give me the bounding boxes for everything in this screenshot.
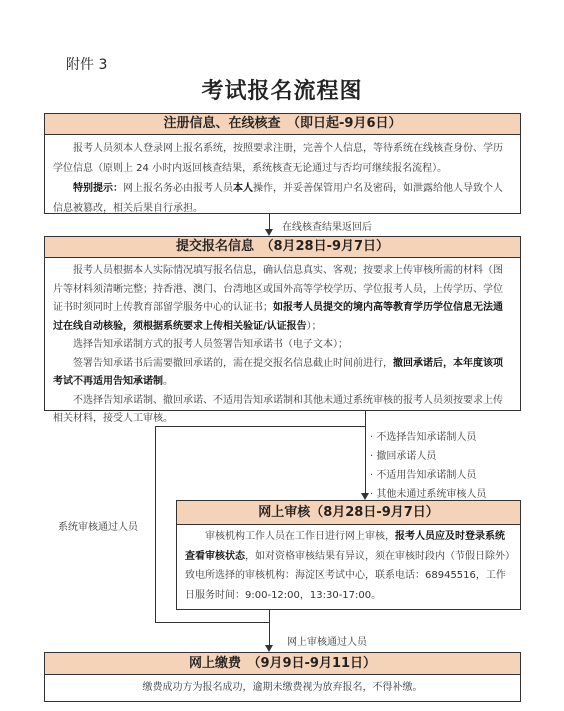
page-title: 考试报名流程图 xyxy=(201,78,363,104)
connector-line-2 xyxy=(269,610,270,648)
step-review-heading: 网上审核（8月28日-9月7日） xyxy=(177,501,520,525)
list-item: · 不选择告知承诺制人员 xyxy=(370,432,477,443)
list-item: · 其他未通过系统审核人员 xyxy=(370,489,487,500)
submit-text-1c: ）； xyxy=(306,320,322,332)
branch-right-line xyxy=(365,411,366,497)
manual-review-list xyxy=(370,428,486,504)
step-review-text xyxy=(185,527,512,605)
review-text-c: ，如对资格审核结果有异议，须在审核时段内（节假日除外）致电所选择的审核机构：海淀区考试中心，联系电话：68945516，工作日服务时间：9:00-12:00，13:30-17:00。 xyxy=(185,550,510,601)
step-submit-text-3 xyxy=(53,355,512,392)
tip-text-a: 网上报名务必由报考人员 xyxy=(123,183,233,194)
branch-left-line xyxy=(155,426,156,623)
step-review-box xyxy=(176,500,521,610)
step-submit-text-4: 不选择告知承诺制、撤回承诺、不适用告知承诺制和其他未通过系统审核的报考人员须按要求上传相关材料，接受人工审核。 xyxy=(53,394,503,424)
step-payment-heading: 网上缴费 （9月9日-9月11日） xyxy=(45,653,520,675)
tip-label: 特别提示： xyxy=(73,183,123,194)
system-pass-note: 系统审核通过人员 xyxy=(58,522,138,533)
submit-text-3c: 。 xyxy=(163,376,173,387)
step-payment-text: 缴费成功方为报名成功，逾期未缴费视为放弃报名，不得补缴。 xyxy=(142,682,423,693)
review-text-a: 审核机构工作人员在工作日进行网上审核， xyxy=(205,531,395,542)
attachment-label: 附件 3 xyxy=(66,57,108,73)
submit-text-1b: 如报考人员提交的境内高等教育学历学位信息无法通过在线自动核验，须根据系统要求上传相关验证/认证报告 xyxy=(53,302,503,332)
step-submit-text-2: 选择告知承诺制方式的报考人员签署告知承诺书（电子文本）； xyxy=(73,339,348,350)
step-submit-body xyxy=(45,258,520,433)
step-register-tip xyxy=(53,179,512,219)
connector-note-1: 在线核查结果返回后 xyxy=(282,222,372,233)
step-register-text: 报考人员须本人登录网上报名系统，按照要求注册，完善个人信息，等待系统在线核查身份、学历学位信息（原则上 24 小时内返回核查结果，系统核查无论通过与否均可继续报名流程）。 xyxy=(53,143,503,174)
tip-text-b: 本人 xyxy=(233,183,253,194)
list-item: · 不适用告知承诺制人员 xyxy=(370,470,477,481)
arrow-down-icon xyxy=(265,229,273,236)
step-submit-box xyxy=(44,236,521,424)
list-item: · 撤回承诺人员 xyxy=(370,451,437,462)
step-register-heading: 注册信息、在线核查 （即日起-9月6日） xyxy=(45,114,520,135)
step-submit-text-1 xyxy=(53,262,512,336)
arrow-down-icon xyxy=(361,493,369,500)
step-submit-heading: 提交报名信息 （8月28日-9月7日） xyxy=(45,237,520,258)
branch-top-line xyxy=(155,426,366,427)
step-review-body xyxy=(177,525,520,607)
step-payment-box xyxy=(44,652,521,702)
submit-text-1a: 报考人员根据本人实际情况填写报名信息，确认信息真实、客观；按要求上传审核所需的材料（图片等材料须清晰完整；持香港、澳门、台湾地区或国外高等学校学历、学位报考人员，上传学历、学位证书时须同时上传教育部留学服务中心的认证书； xyxy=(53,265,503,313)
review-text-b: 报考人员应及时登录系统查看审核状态 xyxy=(185,531,505,562)
step-register-box xyxy=(44,113,521,214)
arrow-down-icon xyxy=(265,645,273,652)
connector-note-2: 网上审核通过人员 xyxy=(287,637,367,648)
merge-line xyxy=(155,622,270,623)
submit-text-3b: 撤回承诺后，本年度该项考试不再适用告知承诺制 xyxy=(53,357,503,387)
step-register-body xyxy=(45,135,520,223)
submit-text-3a: 签署告知承诺书后需要撤回承诺的，需在提交报名信息截止时间前进行， xyxy=(73,357,393,369)
tip-text-c: 操作，并妥善保管用户名及密码，如泄露给他人导致个人信息被篡改，相关后果自行承担。 xyxy=(53,183,503,214)
